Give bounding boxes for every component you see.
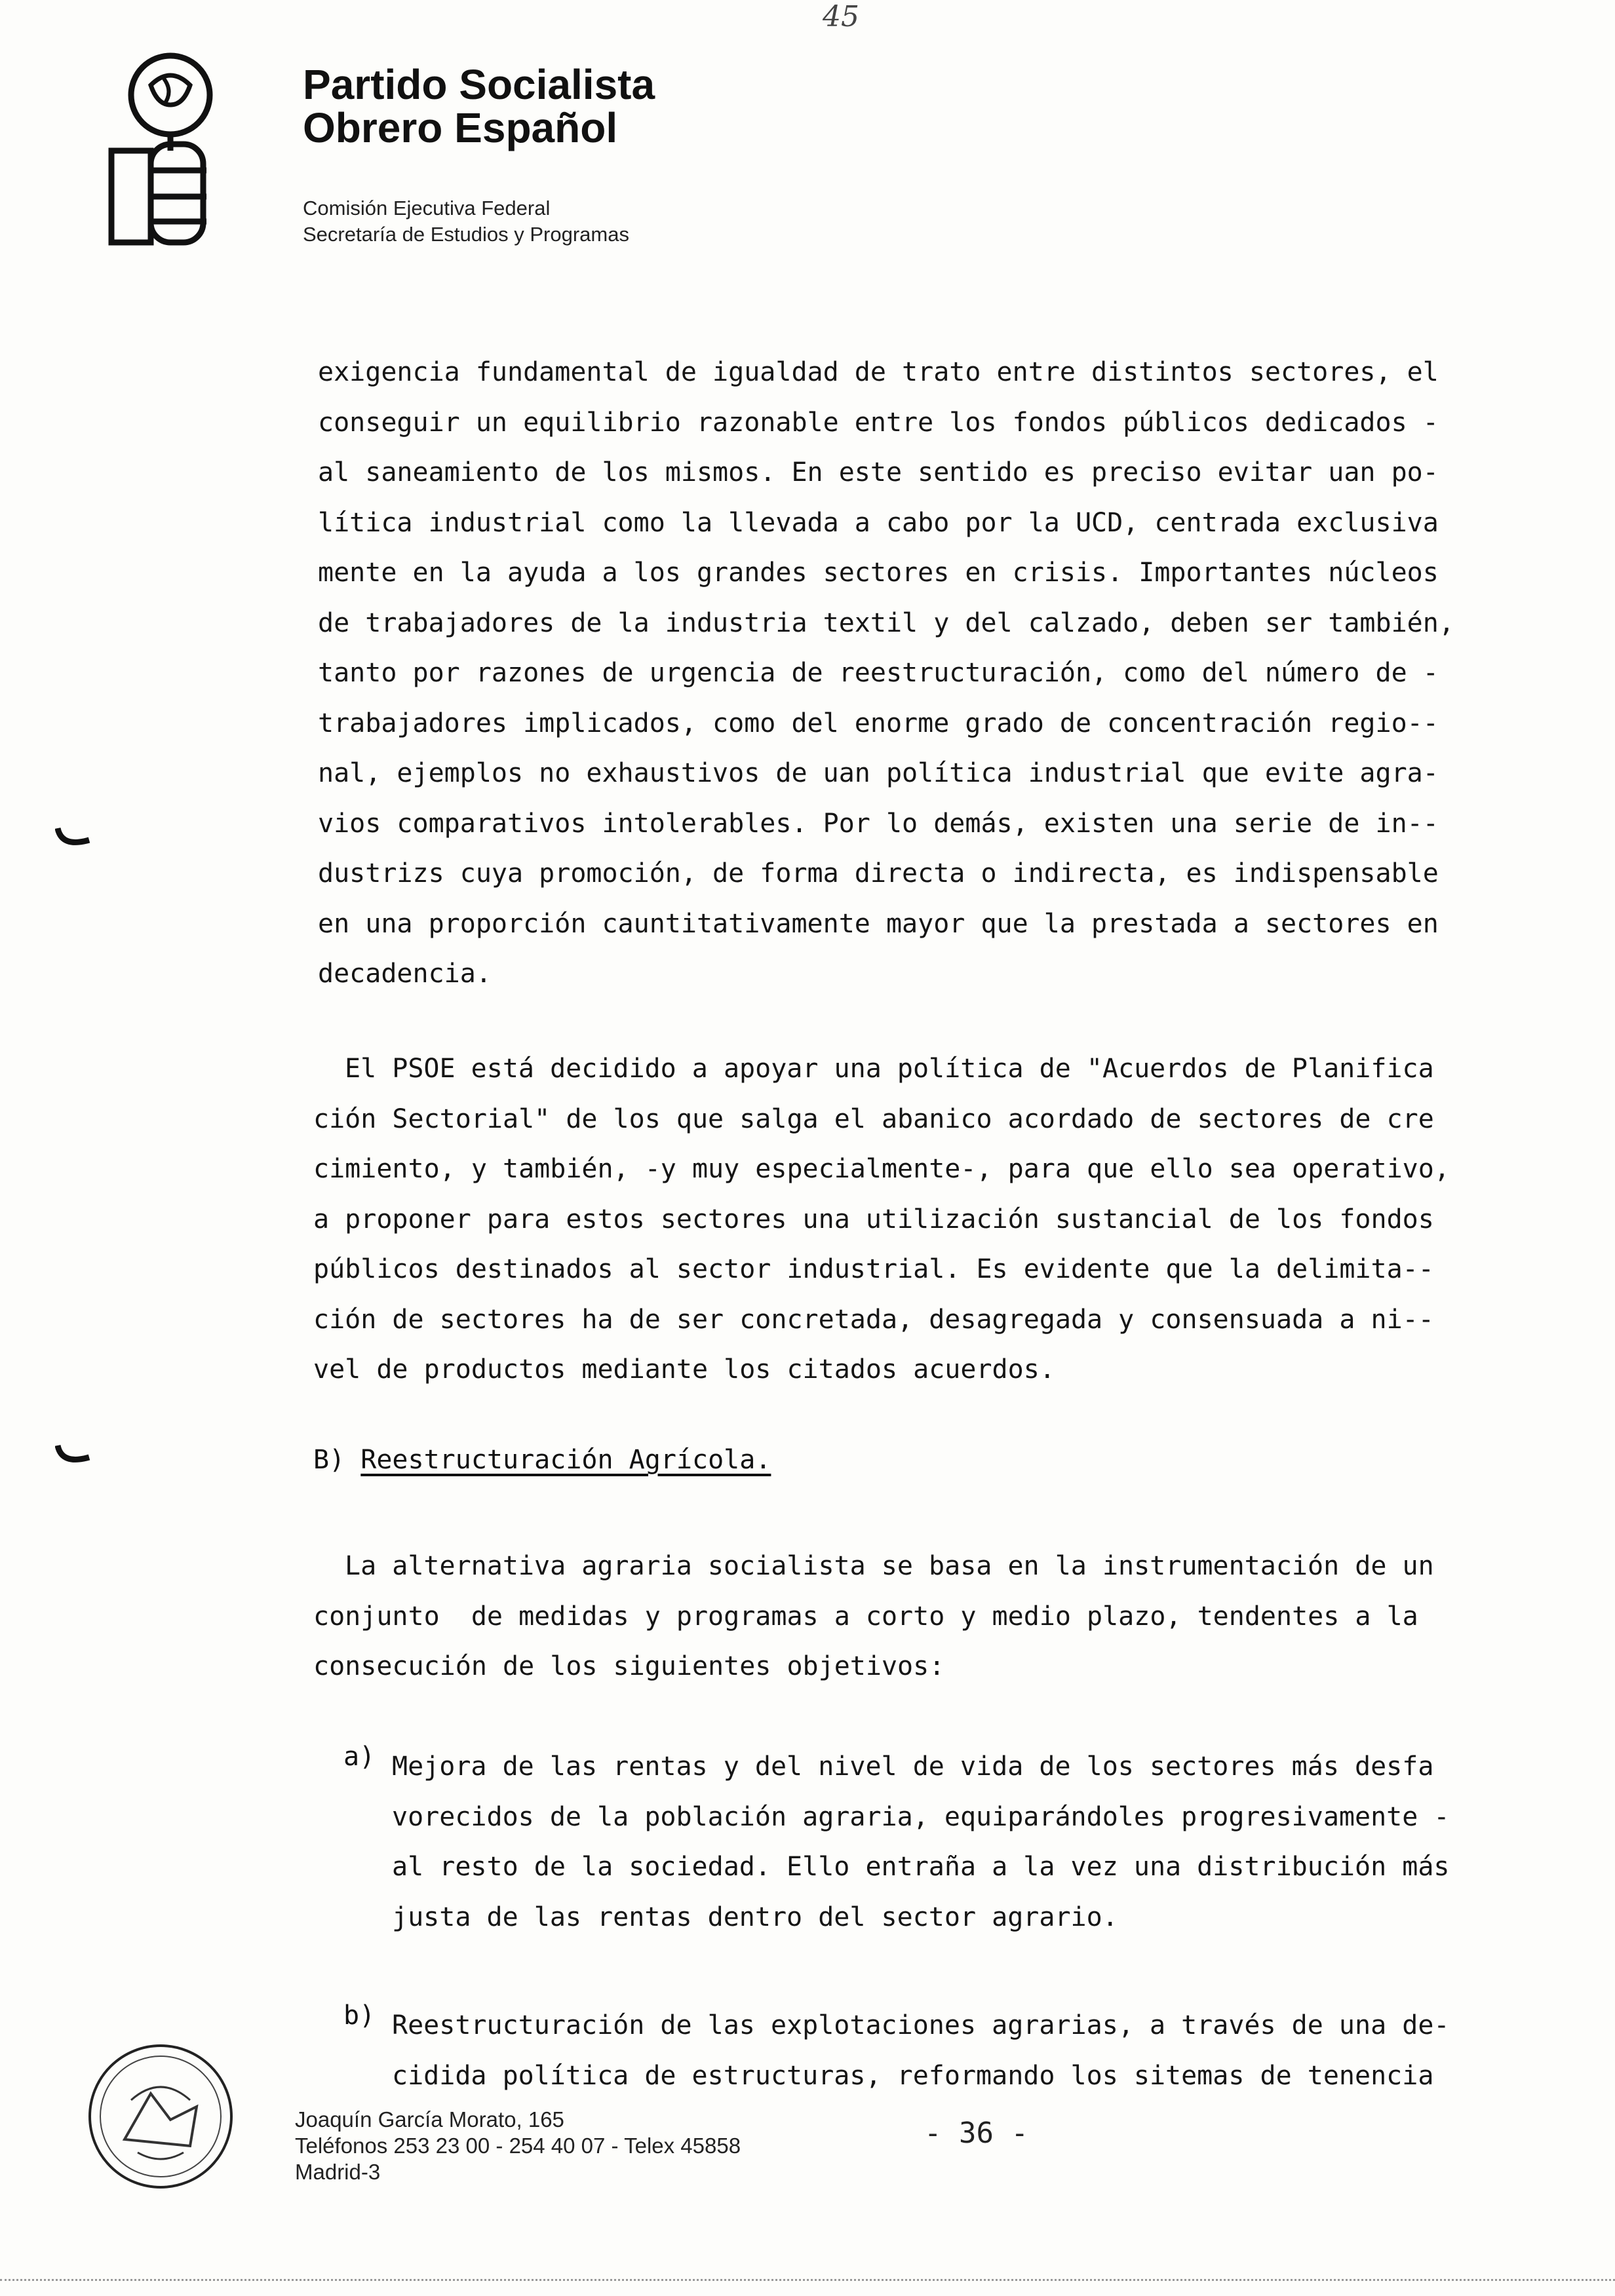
- text-line: al resto de la sociedad. Ello entraña a la vez una distribución más: [392, 1852, 1450, 1882]
- text-line: vorecidos de la población agraria, equiparándoles progresivamente -: [392, 1801, 1450, 1832]
- binder-hole-mark: [55, 824, 92, 851]
- text-line: ción de sectores ha de ser concretada, desagregada y consensuada a ni--: [313, 1304, 1434, 1335]
- text-line: conjunto de medidas y programas a corto y medio plazo, tendentes a la: [313, 1601, 1418, 1632]
- text-line: en una proporción cauntitativamente mayor que la prestada a sectores en: [318, 908, 1439, 939]
- text-line: nal, ejemplos no exhaustivos de uan política industrial que evite agra-: [318, 758, 1439, 788]
- item-a-label: a): [343, 1742, 376, 1772]
- text-line: dustrizs cuya promoción, de forma directa o indirecta, es indispensable: [318, 858, 1439, 889]
- item-b: [392, 2000, 1513, 2101]
- item-b-label: b): [343, 2000, 376, 2031]
- text-line: cidida política de estructuras, reformando los sitemas de tenencia: [392, 2060, 1434, 2091]
- footer-address: [295, 2107, 741, 2185]
- text-line: exigencia fundamental de igualdad de trato entre distintos sectores, el: [318, 357, 1439, 387]
- party-name: [303, 63, 655, 149]
- paragraph-2: [313, 1044, 1513, 1395]
- text-line: a proponer para estos sectores una utilización sustancial de los fondos: [313, 1204, 1434, 1234]
- text-line: mente en la ayuda a los grandes sectores en crisis. Importantes núcleos: [318, 558, 1439, 588]
- section-b-title: Reestructuración Agrícola.: [360, 1445, 771, 1475]
- text-line: trabajadores implicados, como del enorme grado de concentración regio--: [318, 708, 1439, 738]
- item-a: [392, 1742, 1513, 1942]
- text-line: consecución de los siguientes objetivos:: [313, 1651, 945, 1681]
- text-line: cimiento, y también, -y muy especialmente-, para que ello sea operativo,: [313, 1154, 1450, 1184]
- department-line2: Secretaría de Estudios y Programas: [303, 223, 629, 246]
- text-line: vios comparativos intolerables. Por lo demás, existen una serie de in--: [318, 808, 1439, 839]
- party-seal-emblem: [85, 2041, 236, 2192]
- text-line: Mejora de las rentas y del nivel de vida de los sectores más desfa: [392, 1751, 1434, 1782]
- section-b-label: B): [313, 1445, 345, 1475]
- address-line2: Teléfonos 253 23 00 - 254 40 07 - Telex 45858: [295, 2133, 741, 2158]
- section-b-heading: [313, 1445, 771, 1475]
- department: [303, 195, 629, 248]
- address-line1: Joaquín García Morato, 165: [295, 2107, 564, 2132]
- text-line: Reestructuración de las explotaciones agrarias, a través de una de-: [392, 2010, 1450, 2040]
- handwritten-page-number: 45: [823, 0, 859, 33]
- psoe-fist-rose-logo: [92, 46, 229, 256]
- text-line: ción Sectorial" de los que salga el abanico acordado de sectores de cre: [313, 1103, 1434, 1134]
- text-line: La alternativa agraria socialista se basa en la instrumentación de un: [345, 1551, 1434, 1581]
- party-name-line2: Obrero Español: [303, 104, 618, 151]
- paragraph-1: [318, 347, 1517, 999]
- text-line: decadencia.: [318, 959, 492, 989]
- text-line: conseguir un equilibrio razonable entre los fondos públicos dedicados -: [318, 407, 1439, 438]
- text-line: públicos destinados al sector industrial. Es evidente que la delimita--: [313, 1254, 1434, 1284]
- text-line: lítica industrial como la llevada a cabo por la UCD, centrada exclusiva: [318, 507, 1439, 538]
- address-line3: Madrid-3: [295, 2160, 381, 2184]
- department-line1: Comisión Ejecutiva Federal: [303, 197, 551, 220]
- bottom-edge-dots: [0, 2279, 1615, 2281]
- binder-hole-mark: [55, 1442, 92, 1468]
- party-name-line1: Partido Socialista: [303, 61, 655, 108]
- text-line: justa de las rentas dentro del sector agrario.: [392, 1902, 1118, 1932]
- page-number: - 36 -: [924, 2116, 1028, 2150]
- text-line: vel de productos mediante los citados acuerdos.: [313, 1354, 1055, 1385]
- paragraph-3: [313, 1541, 1513, 1692]
- text-line: al saneamiento de los mismos. En este sentido es preciso evitar uan po-: [318, 457, 1439, 488]
- text-line: tanto por razones de urgencia de reestructuración, como del número de -: [318, 658, 1439, 688]
- text-line: El PSOE está decidido a apoyar una política de "Acuerdos de Planifica: [345, 1054, 1434, 1084]
- text-line: de trabajadores de la industria textil y del calzado, deben ser también,: [318, 607, 1454, 638]
